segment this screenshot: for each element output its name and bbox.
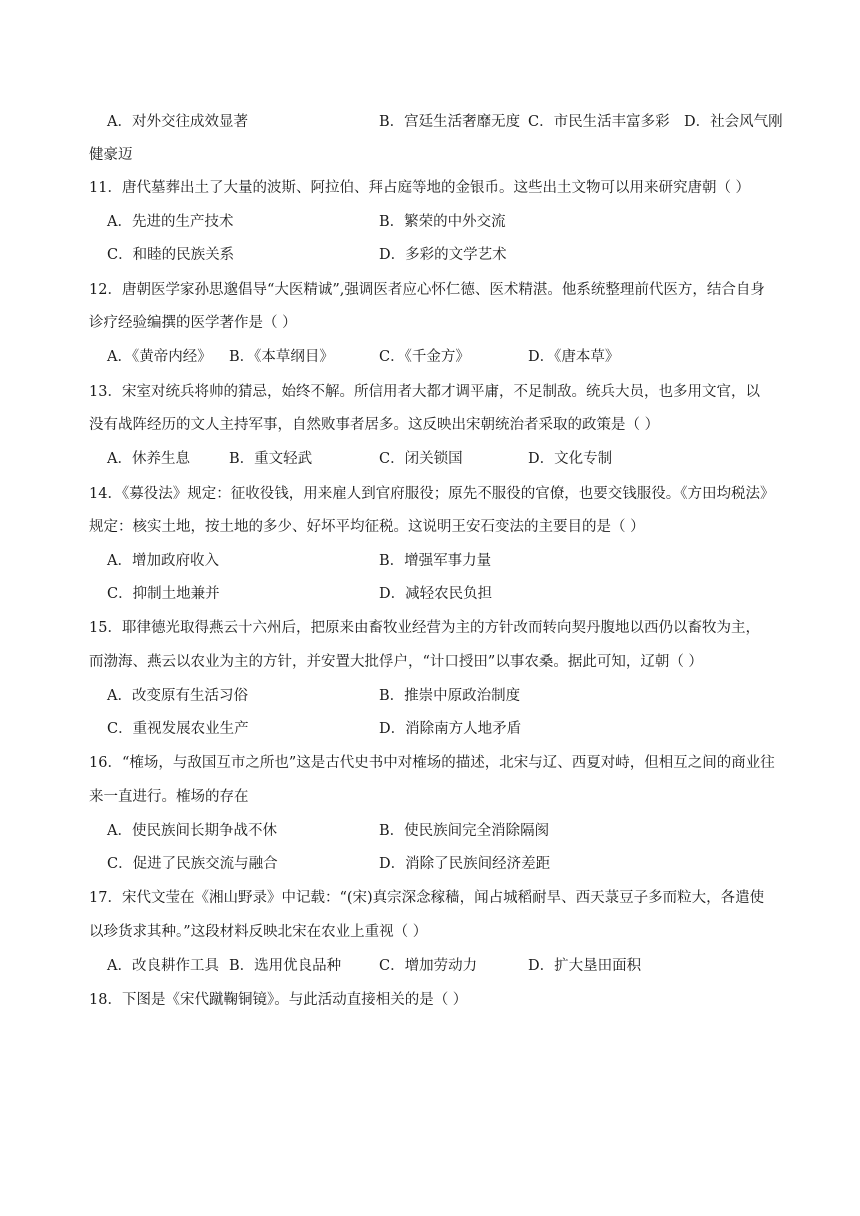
q12-option-b: B．《本草纲目》 bbox=[229, 349, 334, 365]
q14-stem-line2: 规定：核实土地，按土地的多少、好坏平均征税。这说明王安石变法的主要目的是（ ） bbox=[89, 519, 645, 535]
q12-option-d: D．《唐本草》 bbox=[528, 349, 620, 365]
q11-option-b: B．繁荣的中外交流 bbox=[379, 214, 506, 230]
q12-option-a: A．《黄帝内经》 bbox=[107, 349, 212, 365]
q10-option-d: D．社会风气刚 bbox=[684, 114, 783, 130]
q17-option-b: B．选用优良品种 bbox=[229, 958, 342, 974]
q12-stem-line2: 诊疗经验编撰的医学著作是（ ） bbox=[89, 315, 297, 331]
q16-stem-line1: 16．“榷场，与敌国互市之所也”这是古代史书中对榷场的描述，北宋与辽、西夏对峙，但相互之间的商业往 bbox=[89, 755, 775, 771]
q16-option-d: D．消除了民族间经济差距 bbox=[379, 856, 551, 872]
q14-stem-line1: 14．《募役法》规定：征收役钱，用来雇人到官府服役；原先不服役的官僚，也要交钱服役。《方田均税法》 bbox=[89, 486, 775, 502]
q14-option-d: D．减轻农民负担 bbox=[379, 586, 493, 602]
q14-option-b: B．增强军事力量 bbox=[379, 553, 492, 569]
q10-option-c: C．市民生活丰富多彩 bbox=[528, 114, 670, 130]
q11-option-c: C．和睦的民族关系 bbox=[107, 247, 235, 263]
q16-option-a: A．使民族间长期争战不休 bbox=[107, 823, 277, 839]
q10-option-a: A．对外交往成效显著 bbox=[107, 114, 248, 130]
q17-stem-line2: 以珍货求其种。”这段材料反映北宋在农业上重视（ ） bbox=[89, 924, 428, 940]
q14-option-c: C．抑制土地兼并 bbox=[107, 586, 220, 602]
q12-option-c: C．《千金方》 bbox=[379, 349, 470, 365]
q15-stem-line1: 15．耶律德光取得燕云十六州后，把原来由畜牧业经营为主的方针改而转向契丹腹地以西仍以畜牧为主， bbox=[89, 620, 760, 636]
q15-option-b: B．推崇中原政治制度 bbox=[379, 688, 521, 704]
q15-option-a: A．改变原有生活习俗 bbox=[107, 688, 248, 704]
q17-option-a: A．改良耕作工具 bbox=[107, 958, 219, 974]
q13-stem-line1: 13．宋室对统兵将帅的猜忌，始终不解。所信用者大都才调平庸，不足制敌。统兵大员，也多用文官，以 bbox=[89, 384, 760, 400]
q17-option-d: D．扩大垦田面积 bbox=[528, 958, 642, 974]
q17-stem-line1: 17．宋代文莹在《湘山野录》中记载：“(宋)真宗深念稼穑，闻占城稻耐旱、西天菉豆子多而粒大，各遣使 bbox=[89, 890, 765, 906]
q16-option-c: C．促进了民族交流与融合 bbox=[107, 856, 278, 872]
q15-option-d: D．消除南方人地矛盾 bbox=[379, 721, 522, 737]
q13-option-a: A．休养生息 bbox=[107, 451, 190, 467]
q17-option-c: C．增加劳动力 bbox=[379, 958, 478, 974]
q13-stem-line2: 没有战阵经历的文人主持军事，自然败事者居多。这反映出宋朝统治者采取的政策是（ ） bbox=[89, 417, 660, 433]
q16-stem-line2: 来一直进行。榷场的存在 bbox=[89, 789, 249, 805]
q10-option-b: B．宫廷生活奢靡无度 bbox=[379, 114, 521, 130]
q13-option-c: C．闭关锁国 bbox=[379, 451, 463, 467]
q15-stem-line2: 而渤海、燕云以农业为主的方针，并安置大批俘户，“计口授田”以事农桑。据此可知，辽朝（ ） bbox=[89, 654, 703, 670]
q18-stem: 18．下图是《宋代蹴鞠铜镜》。与此活动直接相关的是（ ） bbox=[89, 992, 468, 1008]
q11-option-a: A．先进的生产技术 bbox=[107, 214, 234, 230]
q14-option-a: A．增加政府收入 bbox=[107, 553, 219, 569]
q13-option-b: B．重文轻武 bbox=[229, 451, 313, 467]
q11-stem: 11．唐代墓葬出土了大量的波斯、阿拉伯、拜占庭等地的金银币。这些出土文物可以用来研究唐朝（ ） bbox=[89, 180, 751, 196]
q13-option-d: D．文化专制 bbox=[528, 451, 613, 467]
q11-option-d: D．多彩的文学艺术 bbox=[379, 247, 507, 263]
q16-option-b: B．使民族间完全消除隔阂 bbox=[379, 823, 550, 839]
q15-option-c: C．重视发展农业生产 bbox=[107, 721, 249, 737]
q10-option-d-wrap: 健豪迈 bbox=[89, 147, 133, 163]
q12-stem-line1: 12．唐朝医学家孙思邈倡导“大医精诚”,强调医者应心怀仁德、医术精湛。他系统整理前代医方，结合自身 bbox=[89, 282, 765, 298]
